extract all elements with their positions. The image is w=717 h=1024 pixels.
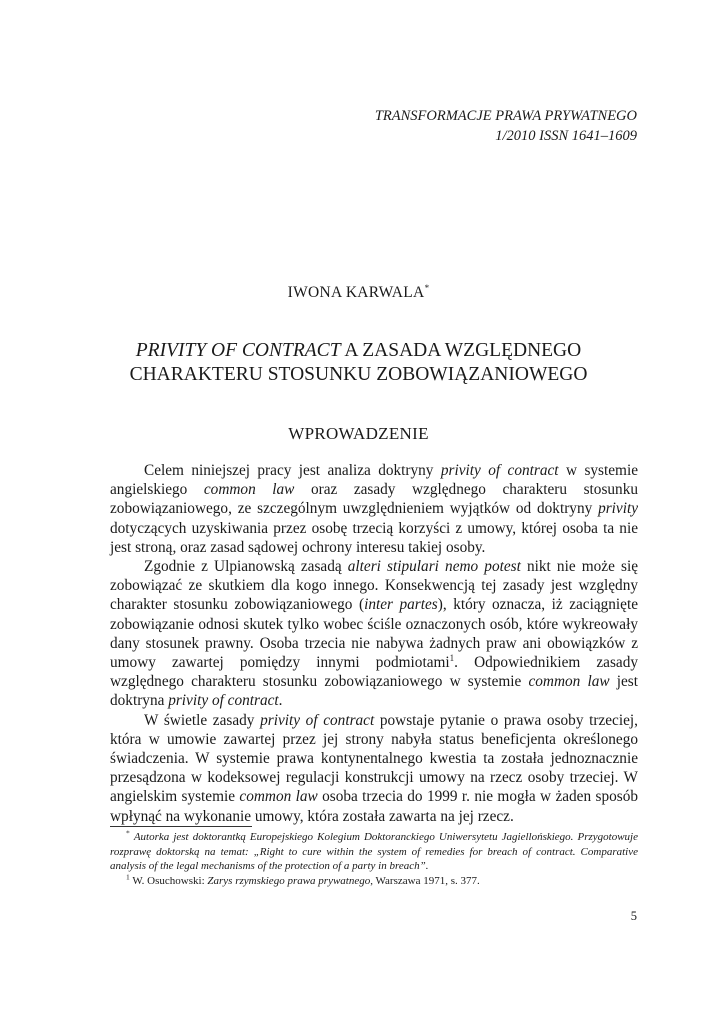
- p3-text-2: powstaje pytanie o prawa osoby trzeciej, która w umowie zawartej przez jej strony nabyła status beneficjenta określonego świadczenia. W systemie prawa kontynentalnego kwestia ta została jednoznacznie przesądzona w kodeksowej regulacji konstrukcji umowy na rzecz osoby trzeciej. W angielskim systemie: [110, 711, 638, 806]
- article-title: [0, 339, 717, 387]
- paragraph-1: [110, 461, 638, 557]
- title-line-2: CHARAKTERU STOSUNKU ZOBOWIĄZANIOWEGO: [129, 364, 588, 385]
- p2-text-6: .: [278, 692, 283, 710]
- footnote-star-text: Autorka jest doktorantką Europejskiego Kolegium Doktoranckiego Uniwersytetu Jagiellońskiego. Przygotowuje rozprawę doktorską na temat: „Right to cure within the system of remedies for breach of contract. Comparative analysis of the legal mechanisms of the protection of a party in breach”.: [110, 831, 638, 873]
- p2-italic-1: alteri stipulari nemo potest: [347, 558, 521, 576]
- p2-italic-3: common law: [528, 673, 610, 691]
- p2-italic-4: privity of contract: [168, 692, 279, 710]
- p1-text-1: Celem niniejszej pracy jest analiza doktryny: [144, 462, 441, 479]
- author-name: IWONA KARWALA: [287, 284, 425, 302]
- footnote-1-work: Zarys rzymskiego prawa prywatnego: [207, 875, 371, 888]
- footnotes: [110, 830, 638, 889]
- title-line-1: [0, 339, 717, 363]
- p3-text-1: W świetle zasady: [144, 711, 261, 729]
- footnote-1-marker: 1: [126, 872, 130, 882]
- page-number: 5: [630, 909, 637, 923]
- author-line: [0, 283, 717, 302]
- paragraph-3: [110, 711, 638, 826]
- section-heading: WPROWADZENIE: [288, 424, 429, 443]
- footnote-1: [110, 874, 638, 889]
- paragraph-2: [110, 557, 638, 711]
- p1-italic-3: privity: [598, 500, 638, 518]
- footnote-divider: [110, 826, 252, 827]
- p2-text-2: nikt nie może się zobowiązać ze skutkiem dla kogo innego. Konsekwencją tej zasady jest względny charakter stosunku zobowiązaniowego (: [110, 558, 638, 614]
- body-text: [110, 461, 638, 826]
- p1-text-2: w systemie angielskiego: [110, 462, 638, 499]
- p2-italic-2: inter partes: [364, 596, 438, 614]
- journal-header: [375, 106, 637, 146]
- p2-text-4: . Odpowiednikiem zasady względnego charakteru stosunku zobowiązaniowego w systemie: [110, 654, 638, 691]
- p1-text-3: oraz zasady względnego charakteru stosunku zobowiązaniowego, ze szczególnym uwzględnieniem wyjątków od doktryny: [110, 481, 638, 518]
- p1-italic-1: privity of contract: [440, 462, 559, 479]
- journal-issue: 1/2010 ISSN 1641–1609: [495, 128, 637, 144]
- p3-italic-1: privity of contract: [260, 711, 375, 729]
- p3-italic-2: common law: [239, 788, 318, 806]
- footnote-star-marker: *: [126, 828, 130, 838]
- p2-text-1: Zgodnie z Ulpianowską zasadą: [144, 558, 348, 576]
- footnote-1-author: W. Osuchowski:: [132, 875, 208, 888]
- p2-text-5: jest doktryna: [110, 673, 638, 710]
- p1-italic-2: common law: [203, 481, 295, 499]
- footnote-star: [110, 830, 638, 874]
- footnote-ref-1[interactable]: 1: [449, 652, 455, 663]
- p2-text-3: ), który oznacza, iż zaciągnięte zobowiązanie odnosi skutek tylko wobec ściśle oznaczonych osób, które wykreowały dany stosunek prawny. Osoba trzecia nie nabywa żadnych praw ani obowiązków z umowy zawartej pomiędzy innymi podmiotami: [110, 596, 638, 672]
- p3-text-3: osoba trzecia do 1999 r. nie mogła w żaden sposób wpłynąć na wykonanie umowy, która została zawarta na jej rzecz.: [110, 788, 638, 825]
- footnote-1-rest: , Warszawa 1971, s. 377.: [370, 875, 480, 888]
- title-italic-part: PRIVITY OF CONTRACT: [135, 340, 341, 361]
- author-footnote-marker: *: [424, 283, 430, 293]
- journal-title: TRANSFORMACJE PRAWA PRYWATNEGO: [374, 108, 637, 124]
- title-line-1-rest: A ZASADA WZGLĘDNEGO: [340, 340, 582, 361]
- p1-text-4: dotyczących uzyskiwania przez osobę trzecią korzyści z umowy, której osoba ta nie jest stroną, oraz zasad sądowej ochrony interesu takiej osoby.: [110, 519, 638, 556]
